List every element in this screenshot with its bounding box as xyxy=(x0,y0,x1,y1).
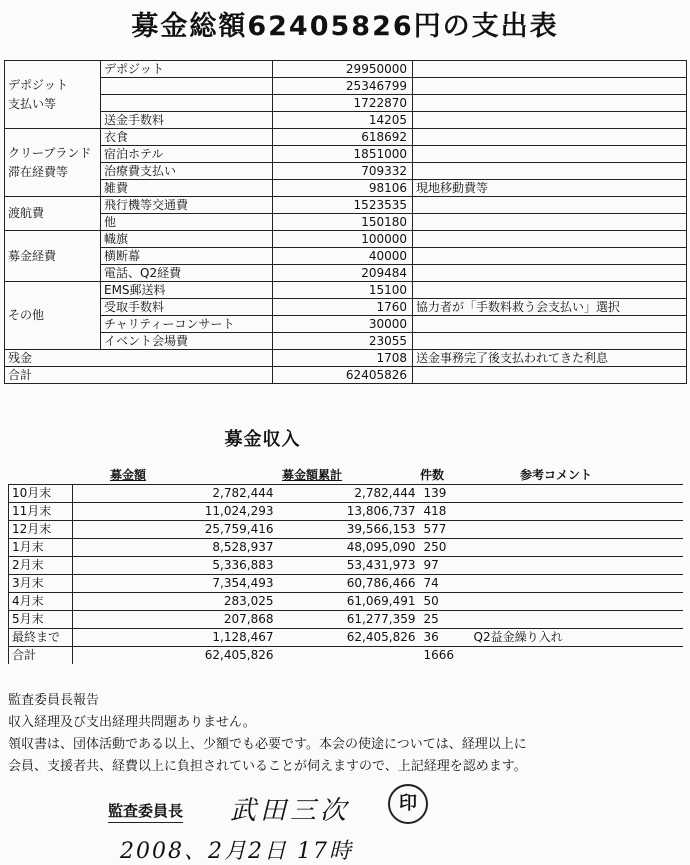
category-label: 支払い等 xyxy=(8,96,57,111)
expense-row xyxy=(5,265,687,282)
income-count: 50 xyxy=(419,593,469,611)
income-comment xyxy=(469,575,683,593)
expense-amount: 1523535 xyxy=(273,197,413,214)
income-comment xyxy=(469,557,683,575)
expense-row xyxy=(5,197,687,214)
income-amount: 5,336,883 xyxy=(73,557,277,575)
income-amount: 2,782,444 xyxy=(73,485,277,503)
expense-note xyxy=(413,197,687,214)
income-cumulative: 48,095,090 xyxy=(277,539,419,557)
income-amount: 11,024,293 xyxy=(73,503,277,521)
income-period: 12月末 xyxy=(9,521,73,539)
income-cumulative: 13,806,737 xyxy=(277,503,419,521)
expense-note xyxy=(413,61,687,78)
expense-row xyxy=(5,78,687,95)
income-comment xyxy=(469,593,683,611)
expense-note xyxy=(413,78,687,95)
expense-item: 雑費 xyxy=(101,180,273,197)
income-row xyxy=(9,629,683,647)
income-cumulative: 53,431,973 xyxy=(277,557,419,575)
expense-item: 幟旗 xyxy=(101,231,273,248)
income-cumulative xyxy=(277,647,419,665)
expense-amount: 15100 xyxy=(273,282,413,299)
expense-amount: 1760 xyxy=(273,299,413,316)
income-period: 3月末 xyxy=(9,575,73,593)
balance-row xyxy=(5,350,687,367)
total-label: 合計 xyxy=(5,367,273,384)
signature-label: 監査委員長 xyxy=(108,800,183,823)
expense-item: 電話、Q2経費 xyxy=(101,265,273,282)
expense-amount: 98106 xyxy=(273,180,413,197)
income-amount: 283,025 xyxy=(73,593,277,611)
income-comment xyxy=(469,539,683,557)
income-comment xyxy=(469,611,683,629)
expense-item: 飛行機等交通費 xyxy=(101,197,273,214)
total-row xyxy=(5,367,687,384)
income-period: 最終まで xyxy=(9,629,73,647)
expense-item: 送金手数料 xyxy=(101,112,273,129)
category-label: 渡航費 xyxy=(8,206,45,220)
expense-item xyxy=(101,78,273,95)
expense-amount: 40000 xyxy=(273,248,413,265)
expense-row xyxy=(5,333,687,350)
income-period: 合計 xyxy=(9,647,73,665)
expense-amount: 29950000 xyxy=(273,61,413,78)
income-period: 1月末 xyxy=(9,539,73,557)
income-count: 577 xyxy=(419,521,469,539)
expense-amount: 23055 xyxy=(273,333,413,350)
income-cumulative: 39,566,153 xyxy=(277,521,419,539)
expense-note xyxy=(413,265,687,282)
expense-amount: 209484 xyxy=(273,265,413,282)
expense-amount: 1722870 xyxy=(273,95,413,112)
expense-item: 衣食 xyxy=(101,129,273,146)
expense-item: イベント会場費 xyxy=(101,333,273,350)
expense-amount: 100000 xyxy=(273,231,413,248)
expense-row xyxy=(5,61,687,78)
category-label: 募金経費 xyxy=(8,248,57,263)
expense-amount: 25346799 xyxy=(273,78,413,95)
income-cumulative: 2,782,444 xyxy=(277,485,419,503)
report-line: 収入経理及び支出経理共問題ありません。 xyxy=(8,715,256,730)
income-table xyxy=(8,484,683,664)
balance-label: 残金 xyxy=(5,350,273,367)
expense-note xyxy=(413,248,687,265)
income-row xyxy=(9,503,683,521)
report-line: 領収書は、団体活動である以上、少額でも必要です。本会の使途については、経理以上に xyxy=(8,737,527,752)
income-header-comment: 参考コメント xyxy=(520,468,593,482)
expense-amount: 30000 xyxy=(273,316,413,333)
income-amount: 207,868 xyxy=(73,611,277,629)
expense-row xyxy=(5,248,687,265)
income-row xyxy=(9,575,683,593)
expense-note: 協力者が「手数料救う会支払い」選択 xyxy=(413,299,687,316)
category-label: その他 xyxy=(8,308,45,322)
expense-item: デポジット xyxy=(101,61,273,78)
category-cell xyxy=(5,282,101,350)
audit-report xyxy=(8,690,527,778)
income-count: 250 xyxy=(419,539,469,557)
income-count: 74 xyxy=(419,575,469,593)
income-count: 36 xyxy=(419,629,469,647)
expense-note xyxy=(413,214,687,231)
income-title: 募金収入 xyxy=(224,429,301,450)
expense-item: チャリティーコンサート xyxy=(101,316,273,333)
expense-note xyxy=(413,316,687,333)
category-label: 滞在経費等 xyxy=(8,164,69,179)
signature-name: 武田三次 xyxy=(230,796,351,826)
income-period: 11月末 xyxy=(9,503,73,521)
income-count: 25 xyxy=(419,611,469,629)
income-period: 5月末 xyxy=(9,611,73,629)
total-note xyxy=(413,367,687,384)
income-comment: Q2益金繰り入れ xyxy=(469,629,683,647)
report-line: 会員、支援者共、経費以上に負担されていることが伺えますので、上記経理を認めます。 xyxy=(8,759,527,774)
expense-row xyxy=(5,282,687,299)
income-cumulative: 61,277,359 xyxy=(277,611,419,629)
income-header-amount: 募金額 xyxy=(110,468,147,482)
income-amount: 7,354,493 xyxy=(73,575,277,593)
expense-amount: 14205 xyxy=(273,112,413,129)
income-amount: 8,528,937 xyxy=(73,539,277,557)
income-comment xyxy=(469,485,683,503)
expense-note: 現地移動費等 xyxy=(413,180,687,197)
income-row xyxy=(9,611,683,629)
expense-item: 宿泊ホテル xyxy=(101,146,273,163)
income-cumulative: 61,069,491 xyxy=(277,593,419,611)
income-count: 1666 xyxy=(423,648,455,662)
income-period: 10月末 xyxy=(9,485,73,503)
income-count: 139 xyxy=(419,485,469,503)
expense-amount: 1851000 xyxy=(273,146,413,163)
expense-note xyxy=(413,333,687,350)
income-amount: 1,128,467 xyxy=(73,629,277,647)
income-count: 418 xyxy=(419,503,469,521)
income-period: 2月末 xyxy=(9,557,73,575)
expense-row xyxy=(5,112,687,129)
balance-note: 送金事務完了後支払われてきた利息 xyxy=(413,350,687,367)
expense-item: 横断幕 xyxy=(101,248,273,265)
category-label: クリーブランド xyxy=(8,145,92,160)
income-row xyxy=(9,557,683,575)
income-comment xyxy=(469,647,683,665)
income-row xyxy=(9,539,683,557)
expense-note xyxy=(413,231,687,248)
expense-note xyxy=(413,146,687,163)
expense-item xyxy=(101,95,273,112)
income-row xyxy=(9,485,683,503)
expense-row xyxy=(5,180,687,197)
category-cell xyxy=(5,129,101,197)
balance-amount: 1708 xyxy=(273,350,413,367)
income-count: 97 xyxy=(419,557,469,575)
expense-note xyxy=(413,95,687,112)
expense-note xyxy=(413,112,687,129)
category-cell xyxy=(5,197,101,231)
income-header-count: 件数 xyxy=(420,468,445,482)
expense-row xyxy=(5,214,687,231)
expense-note xyxy=(413,282,687,299)
income-header-cumulative: 募金額累計 xyxy=(282,468,343,482)
expense-item: 他 xyxy=(101,214,273,231)
income-row xyxy=(9,521,683,539)
page-title: 募金総額62405826円の支出表 xyxy=(131,11,559,42)
expense-note xyxy=(413,129,687,146)
expense-row xyxy=(5,299,687,316)
expense-item: 治療費支払い xyxy=(101,163,273,180)
expense-row xyxy=(5,129,687,146)
expense-note xyxy=(413,163,687,180)
income-cumulative: 62,405,826 xyxy=(277,629,419,647)
expense-amount: 618692 xyxy=(273,129,413,146)
category-cell xyxy=(5,231,101,282)
expense-item: 受取手数料 xyxy=(101,299,273,316)
expense-row xyxy=(5,163,687,180)
income-cumulative: 60,786,466 xyxy=(277,575,419,593)
expense-row xyxy=(5,316,687,333)
income-amount: 62,405,826 xyxy=(204,648,274,662)
income-comment xyxy=(469,521,683,539)
income-period: 4月末 xyxy=(9,593,73,611)
expense-item: EMS郵送料 xyxy=(101,282,273,299)
expense-amount: 150180 xyxy=(273,214,413,231)
income-comment xyxy=(469,503,683,521)
seal-stamp: 印 xyxy=(388,784,428,824)
expense-row xyxy=(5,95,687,112)
expense-amount: 709332 xyxy=(273,163,413,180)
category-cell xyxy=(5,61,101,129)
report-heading: 監査委員長報告 xyxy=(8,693,100,708)
expenditure-table xyxy=(4,60,687,384)
handwritten-date: 2008、2月2日 17時 xyxy=(120,839,353,864)
expense-row xyxy=(5,231,687,248)
income-amount: 25,759,416 xyxy=(73,521,277,539)
income-total-row xyxy=(9,647,683,665)
expense-row xyxy=(5,146,687,163)
category-label: デポジット xyxy=(8,77,69,92)
income-row xyxy=(9,593,683,611)
total-amount: 62405826 xyxy=(273,367,413,384)
